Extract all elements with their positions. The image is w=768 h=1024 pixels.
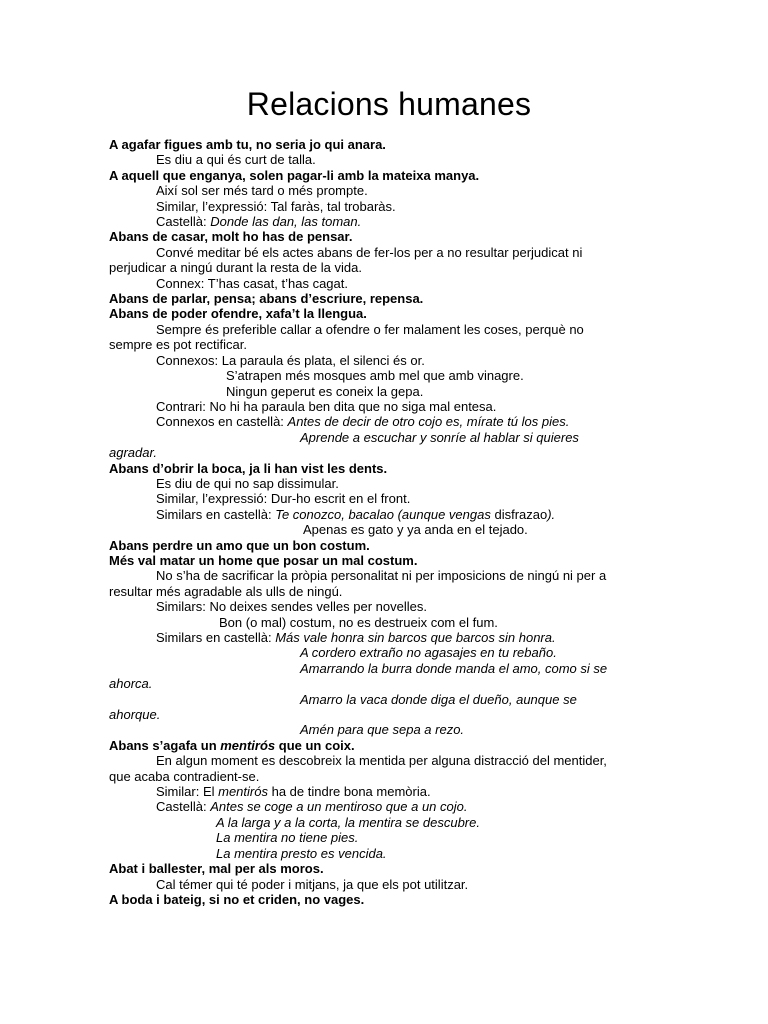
proverb-similar: Bon (o mal) costum, no es destrueix com el fum. <box>219 614 498 630</box>
heading-italic-word: mentirós <box>220 737 276 753</box>
proverb-explanation: Cal témer qui té poder i mitjans, ja que els pot utilitzar. <box>156 876 469 892</box>
proverb-heading: A boda i bateig, si no et criden, no vages. <box>109 891 365 907</box>
proverb-castilian-cont: agradar. <box>109 445 157 461</box>
proverb-castilian: A la larga y a la corta, la mentira se descubre. <box>216 814 480 830</box>
similar-part: ha de tindre bona memòria. <box>267 784 431 800</box>
proverb-connex: Connex: T’has casat, t’has cagat. <box>156 275 348 291</box>
castilian-text: Te conozco, bacalao (aunque vengas <box>275 506 495 522</box>
similar-part: Similar: El <box>156 784 219 800</box>
proverb-castilian: Aprende a escuchar y sonríe al hablar si quieres <box>300 429 579 445</box>
proverb-castilian-cont: ahorca. <box>109 676 153 692</box>
proverb-castilian: La mentira no tiene pies. <box>216 830 359 846</box>
proverb-heading <box>109 738 654 753</box>
castilian-text: Antes de decir de otro cojo es, mírate tú los pies. <box>287 414 570 430</box>
heading-part: que un coix. <box>275 737 355 753</box>
castilian-text: Donde las dan, las toman. <box>210 214 362 230</box>
proverb-castilian: Amarro la vaca donde diga el dueño, aunque se <box>300 691 577 707</box>
proverb-explanation: Així sol ser més tard o més prompte. <box>156 183 368 199</box>
proverb-castilian: Apenas es gato y ya anda en el tejado. <box>303 522 528 538</box>
proverb-connex: S’atrapen més mosques amb mel que amb vinagre. <box>226 368 524 384</box>
proverb-explanation: Es diu de qui no sap dissimular. <box>156 475 339 491</box>
heading-part: Abans s’agafa un <box>109 737 221 753</box>
proverb-explanation: En algun moment es descobreix la mentida per alguna distracció del mentider, <box>156 753 607 769</box>
proverb-castilian: La mentira presto es vencida. <box>216 845 387 861</box>
castilian-text: Antes se coge a un mentiroso que a un cojo. <box>210 799 468 815</box>
proverb-explanation-cont: sempre es pot rectificar. <box>109 337 247 353</box>
proverb-explanation: Convé meditar bé els actes abans de fer-los per a no resultar perjudicat ni <box>156 244 583 260</box>
proverb-similar: Similar, l’expressió: Tal faràs, tal trobaràs. <box>156 198 396 214</box>
proverb-castilian <box>109 630 654 645</box>
proverb-castilian <box>109 507 654 522</box>
similar-italic-word: mentirós <box>218 784 268 800</box>
proverb-connex: Connexos: La paraula és plata, el silenci és or. <box>156 352 425 368</box>
proverb-explanation: Es diu a qui és curt de talla. <box>156 152 316 168</box>
proverb-castilian <box>109 214 654 229</box>
castilian-text: Más vale honra sin barcos que barcos sin honra. <box>275 630 556 645</box>
proverb-heading: Abans d’obrir la boca, ja li han vist les dents. <box>109 460 388 476</box>
proverb-explanation: No s’ha de sacrificar la pròpia personalitat ni per imposicions de ningú ni per a <box>156 568 607 584</box>
proverb-contrary: Contrari: No hi ha paraula ben dita que no siga mal entesa. <box>156 398 497 414</box>
proverb-heading: Abans perdre un amo que un bon costum. <box>109 537 370 553</box>
proverb-castilian: A cordero extraño no agasajes en tu rebaño. <box>300 645 557 661</box>
proverb-similar: Similars: No deixes sendes velles per novelles. <box>156 599 427 615</box>
proverb-castilian <box>109 799 654 814</box>
castilian-label: Similars en castellà: <box>156 506 276 522</box>
proverb-explanation-cont: resultar més agradable als ulls de ningú. <box>109 583 343 599</box>
proverb-heading: Abans de parlar, pensa; abans d’escriure, repensa. <box>109 291 424 307</box>
castilian-text: disfrazao <box>494 506 548 522</box>
proverb-heading: Abans de poder ofendre, xafa’t la llengua. <box>109 306 367 322</box>
proverb-heading: A agafar figues amb tu, no seria jo qui anara. <box>109 137 386 152</box>
castilian-text: ). <box>547 506 556 522</box>
proverb-castilian: Amén para que sepa a rezo. <box>300 722 465 738</box>
castilian-label: Castellà: <box>156 214 211 230</box>
proverb-castilian-cont: ahorque. <box>109 707 161 723</box>
proverb-castilian <box>109 414 654 429</box>
proverb-explanation-cont: perjudicar a ningú durant la resta de la vida. <box>109 260 362 276</box>
castilian-label: Similars en castellà: <box>156 630 276 645</box>
proverb-connex: Ningun geperut es coneix la gepa. <box>226 383 424 399</box>
proverb-heading: Abat i ballester, mal per als moros. <box>109 861 324 877</box>
document-body <box>109 137 654 907</box>
proverb-heading: A aquell que enganya, solen pagar-li amb la mateixa manya. <box>109 167 480 183</box>
page-title: Relacions humanes <box>246 86 532 122</box>
proverb-similar <box>109 784 654 799</box>
proverb-heading: Abans de casar, molt ho has de pensar. <box>109 229 353 245</box>
proverb-heading: Més val matar un home que posar un mal costum. <box>109 552 418 568</box>
castilian-label: Castellà: <box>156 799 211 815</box>
proverb-explanation: Sempre és preferible callar a ofendre o fer malament les coses, perquè no <box>156 321 584 337</box>
proverb-similar: Similar, l’expressió: Dur-ho escrit en el front. <box>156 491 411 507</box>
proverb-castilian: Amarrando la burra donde manda el amo, como si se <box>300 660 608 676</box>
proverb-explanation-cont: que acaba contradient-se. <box>109 768 260 784</box>
castilian-label: Connexos en castellà: <box>156 414 288 430</box>
